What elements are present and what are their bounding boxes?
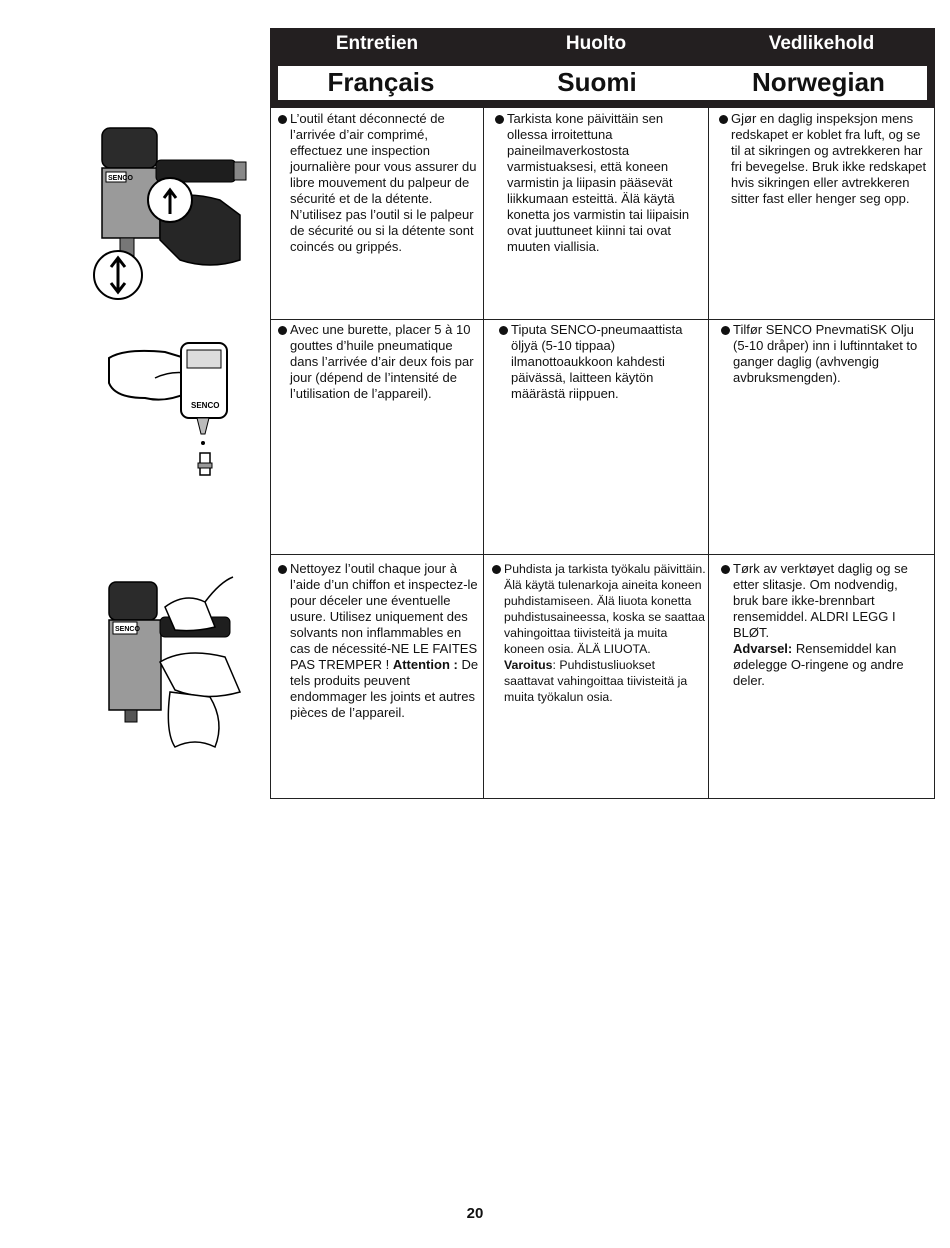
- bullet-icon: [278, 115, 287, 124]
- row3-fi-text: Puhdista ja tarkista työkalu päivittäin. Älä käytä tulenarkoja aineita koneen puhdistamiseen. Älä liuota konetta puhdistusaineessa, koska se saattaa vahingoittaa tiivisteitä ja muita koneen osia. ÄLÄ LIUOTA. Varoitus: Puhdistusliuokset saattavat vahingoittaa tiivisteitä ja muita työkalun osia.: [492, 561, 706, 705]
- page-number: 20: [466, 1205, 484, 1222]
- section-title-no: Vedlikehold: [768, 33, 875, 54]
- bullet-icon: [499, 326, 508, 335]
- row2-fr-text: Avec une burette, placer 5 à 10 gouttes d’huile pneumatique dans l’arrivée d’air deux fois par jour (dépend de l’intensité de l’utilisation de l’appareil).: [278, 322, 482, 402]
- row1-fr-text: L’outil étant déconnecté de l’arrivée d’air comprimé, effectuez une inspection journalière pour vous assurer du libre mouvement du palpeur de sécurité et de la détente. N’utilisez pas l’outil si le palpeur de sécurité ou si la détente sont coincés ou grippés.: [278, 111, 482, 255]
- language-no: Norwegian: [752, 67, 885, 97]
- bullet-icon: [492, 565, 501, 574]
- row-divider: [270, 554, 935, 555]
- bullet-icon: [719, 115, 728, 124]
- row1-fi-text: Tarkista kone päivittäin sen ollessa irroitettuna paineilmaverkostosta varmistuaksesi, että koneen varmistin ja liipasin pääsevät liikkumaan esteittä. Älä käytä konetta jos varmistin tai liipaisin ovat juuttuneet kiinni tai ovat muuten viallisia.: [495, 111, 703, 255]
- bullet-icon: [278, 565, 287, 574]
- oil-bottle-illustration: [105, 338, 235, 483]
- language-fi: Suomi: [557, 67, 637, 97]
- cleaning-illustration: [105, 572, 245, 752]
- row3-fr-text: Nettoyez l’outil chaque jour à l’aide d’un chiffon et inspectez-le pour déceler une éventuelle usure. Utilisez uniquement des solvants non inflammables en cas de nécessité-NE LE FAITES PAS TREMPER ! Attention : De tels produits peuvent endommager les joints et autres pièces de l’appareil.: [278, 561, 482, 721]
- row3-no-text: Tørk av verktøyet daglig og se etter slitasje. Om nodvendig, bruk bare ikke-brennbart rensemiddel. ALDRI LEGG I BLØT. Advarsel: Rensemiddel kan ødelegge O-ringene og andre deler.: [721, 561, 925, 689]
- column-divider: [708, 108, 709, 799]
- column-divider: [483, 108, 484, 799]
- maintenance-table: [270, 28, 935, 799]
- row1-no-text: Gjør en daglig inspeksjon mens redskapet er koblet fra luft, og se til at sikringen og avtrekkeren har fri bevegelse. Bruk ikke redskapet hvis sikringen eller avtrekkeren sitter fast eller henger seg opp.: [719, 111, 927, 207]
- bullet-icon: [495, 115, 504, 124]
- section-title-fr: Entretien: [335, 33, 419, 54]
- row2-fi-text: Tiputa SENCO-pneumaattista öljyä (5-10 tippaa) ilmanottoaukkoon kahdesti päivässä, laitteen käytön määrästä riippuen.: [499, 322, 699, 402]
- table-border-right: [934, 108, 935, 799]
- table-border-bottom: [270, 798, 935, 799]
- senco-logo-text: SENCO: [115, 626, 140, 633]
- senco-logo-text: SENCO: [108, 175, 133, 182]
- bullet-icon: [278, 326, 287, 335]
- bullet-icon: [721, 565, 730, 574]
- row2-no-text: Tilfør SENCO PnevmatiSK Olju (5-10 dråper) inn i luftinntaket to ganger daglig (avhvengig avbruksmengden).: [721, 322, 925, 386]
- section-title-fi: Huolto: [565, 33, 627, 54]
- language-row: [278, 66, 927, 100]
- senco-logo-text: SENCO: [191, 401, 220, 410]
- bullet-icon: [721, 326, 730, 335]
- language-fr: Français: [327, 67, 435, 97]
- table-header: [270, 28, 935, 108]
- row-divider: [270, 319, 935, 320]
- nailer-inspection-illustration: [90, 120, 250, 305]
- table-border-left: [270, 108, 271, 799]
